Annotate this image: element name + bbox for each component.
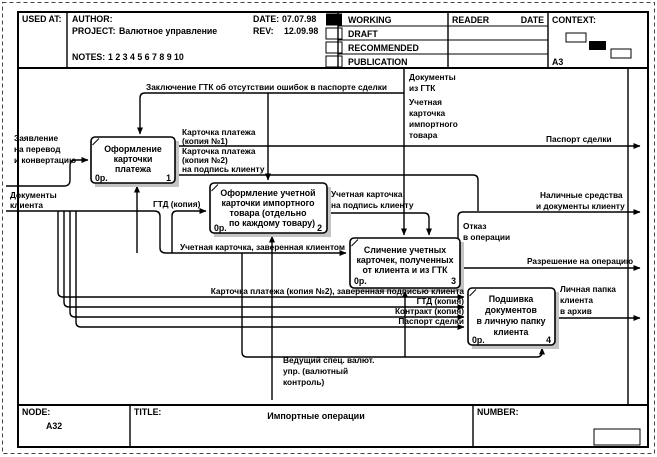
label-zayavlenie: Заявление bbox=[14, 133, 59, 143]
label-lichnaya-papka: Личная папка bbox=[560, 284, 616, 294]
context-node: A3 bbox=[552, 57, 564, 67]
label-lichnaya-papka: клиента bbox=[560, 295, 593, 305]
label-kontrakt: Контракт (копия) bbox=[394, 306, 464, 316]
box3-line: Сличение учетных bbox=[363, 245, 447, 255]
status-tab-working-active bbox=[326, 14, 342, 26]
status-tab bbox=[326, 28, 342, 39]
form-frame bbox=[18, 12, 648, 447]
activity-box-2[interactable] bbox=[210, 183, 331, 237]
box3-line: от клиента и из ГТК bbox=[362, 265, 448, 275]
label-kartochka-kopiya2: Карточка платежа bbox=[182, 146, 256, 156]
label-gtd-box4: ГТД (копия) bbox=[416, 296, 464, 306]
label-zayavlenie: на перевод bbox=[14, 144, 61, 154]
date-value: 07.07.98 bbox=[282, 14, 317, 24]
box1-number: 1 bbox=[166, 173, 171, 183]
label-otkaz: в операции bbox=[463, 232, 511, 242]
box3-number: 3 bbox=[451, 276, 456, 286]
label-pasport-sdelki-out: Паспорт сделки bbox=[546, 134, 612, 144]
status-draft: DRAFT bbox=[348, 29, 378, 39]
label-gtd-kopiya: ГТД (копия) bbox=[153, 199, 201, 209]
box1-line: карточки bbox=[113, 154, 153, 164]
label-pasport-box4: Паспорт сделки bbox=[398, 316, 464, 326]
label-zayavlenie: и конвертацию bbox=[14, 155, 77, 165]
node-value: A32 bbox=[46, 421, 63, 431]
used-at-label: USED AT: bbox=[22, 14, 62, 24]
project-label: PROJECT: bbox=[72, 26, 116, 36]
number-label: NUMBER: bbox=[477, 407, 519, 417]
activity-box-4[interactable] bbox=[468, 288, 559, 349]
activity-box-1[interactable] bbox=[91, 137, 179, 187]
label-nalichnye: и документы клиенту bbox=[536, 201, 625, 211]
label-kartochka-kopiya1: Карточка платежа bbox=[182, 127, 256, 137]
label-dokumenty-klienta: Документы bbox=[10, 190, 57, 200]
label-zaklyuchenie-gtk: Заключение ГТК об отсутствии ошибок в паспорте сделки bbox=[146, 82, 388, 92]
status-recommended: RECOMMENDED bbox=[348, 43, 419, 53]
status-tab bbox=[326, 56, 342, 67]
box4-line: документов bbox=[485, 305, 537, 315]
box2-number: 2 bbox=[317, 223, 322, 233]
title-label: TITLE: bbox=[134, 407, 162, 417]
label-kp2-podpisyu: Карточка платежа (копия №2), заверенная подписью клиента bbox=[210, 286, 464, 296]
label-dokumenty-iz-gtk: из ГТК bbox=[409, 83, 436, 93]
rev-label: REV: bbox=[253, 26, 274, 36]
rev-value: 12.09.98 bbox=[284, 26, 319, 36]
label-uk-importnogo: импортного bbox=[409, 119, 458, 129]
box2-line: Оформление учетной bbox=[220, 188, 316, 198]
context-thumb-box bbox=[566, 33, 586, 42]
box1-line: Оформление bbox=[104, 144, 162, 154]
status-tab bbox=[326, 42, 342, 53]
box2-line: карточки импортного bbox=[221, 198, 315, 208]
label-razreshenie: Разрешение на операцию bbox=[527, 256, 634, 266]
label-lichnaya-papka: в архив bbox=[560, 306, 592, 316]
label-vedushchiy-spec: упр. (валютный bbox=[283, 366, 349, 376]
box2-line: по каждому товару) bbox=[228, 218, 316, 228]
context-thumb-box bbox=[611, 49, 631, 58]
box1-cost: 0р. bbox=[95, 173, 108, 183]
box4-number: 4 bbox=[546, 335, 551, 345]
box4-cost: 0р. bbox=[472, 335, 485, 345]
box2-line: товара (отдельно bbox=[229, 208, 307, 218]
label-vedushchiy-spec: Ведущий спец. валют. bbox=[283, 355, 375, 365]
node-label: NODE: bbox=[22, 407, 51, 417]
notes-values: 1 2 3 4 5 6 7 8 9 10 bbox=[108, 52, 184, 62]
date-label: DATE: bbox=[253, 14, 280, 24]
number-box bbox=[594, 429, 640, 445]
context-label: CONTEXT: bbox=[552, 15, 596, 25]
arrow-uk-na-podpis bbox=[327, 213, 429, 235]
box3-cost: 0р. bbox=[354, 276, 367, 286]
reader-date-label: DATE bbox=[520, 15, 544, 25]
label-kartochka-kopiya2: (копия №2) bbox=[182, 155, 228, 165]
box4-line: Подшивка bbox=[488, 294, 534, 304]
label-uk-importnogo: Учетная bbox=[409, 97, 443, 107]
context-thumb-box-current bbox=[589, 41, 606, 50]
label-uk-zaverennaya: Учетная карточка, заверенная клиентом bbox=[179, 242, 345, 252]
label-dokumenty-iz-gtk: Документы bbox=[409, 72, 456, 82]
box3-line: карточек, полученных bbox=[356, 255, 454, 265]
activity-box-3[interactable] bbox=[350, 238, 464, 292]
label-uk-importnogo: товара bbox=[409, 130, 438, 140]
box4-line: в личную папку bbox=[476, 316, 546, 326]
label-kartochka-kopiya1: (копия №1) bbox=[182, 136, 228, 146]
arrow-zaklyuchenie-gtk bbox=[140, 93, 404, 134]
label-dokumenty-klienta: клиента bbox=[10, 200, 43, 210]
label-uk-na-podpis: на подпись клиенту bbox=[331, 200, 414, 210]
label-kartochka-kopiya2: на подпись клиенту bbox=[182, 164, 265, 174]
box1-line: платежа bbox=[114, 164, 152, 174]
label-uk-na-podpis: Учетная карточка bbox=[331, 189, 403, 199]
notes-label: NOTES: bbox=[72, 52, 106, 62]
label-uk-importnogo: карточка bbox=[409, 108, 446, 118]
reader-label: READER bbox=[452, 15, 490, 25]
label-vedushchiy-spec: контроль) bbox=[283, 377, 325, 387]
status-publication: PUBLICATION bbox=[348, 57, 408, 67]
diagram-title: Импортные операции bbox=[267, 411, 365, 421]
author-label: AUTHOR: bbox=[72, 14, 113, 24]
box4-line: клиента bbox=[493, 327, 529, 337]
status-working: WORKING bbox=[348, 15, 392, 25]
label-otkaz: Отказ bbox=[463, 221, 487, 231]
box2-cost: 0р. bbox=[214, 223, 227, 233]
project-value: Валютное управление bbox=[119, 26, 218, 36]
label-nalichnye: Наличные средства bbox=[540, 190, 623, 200]
